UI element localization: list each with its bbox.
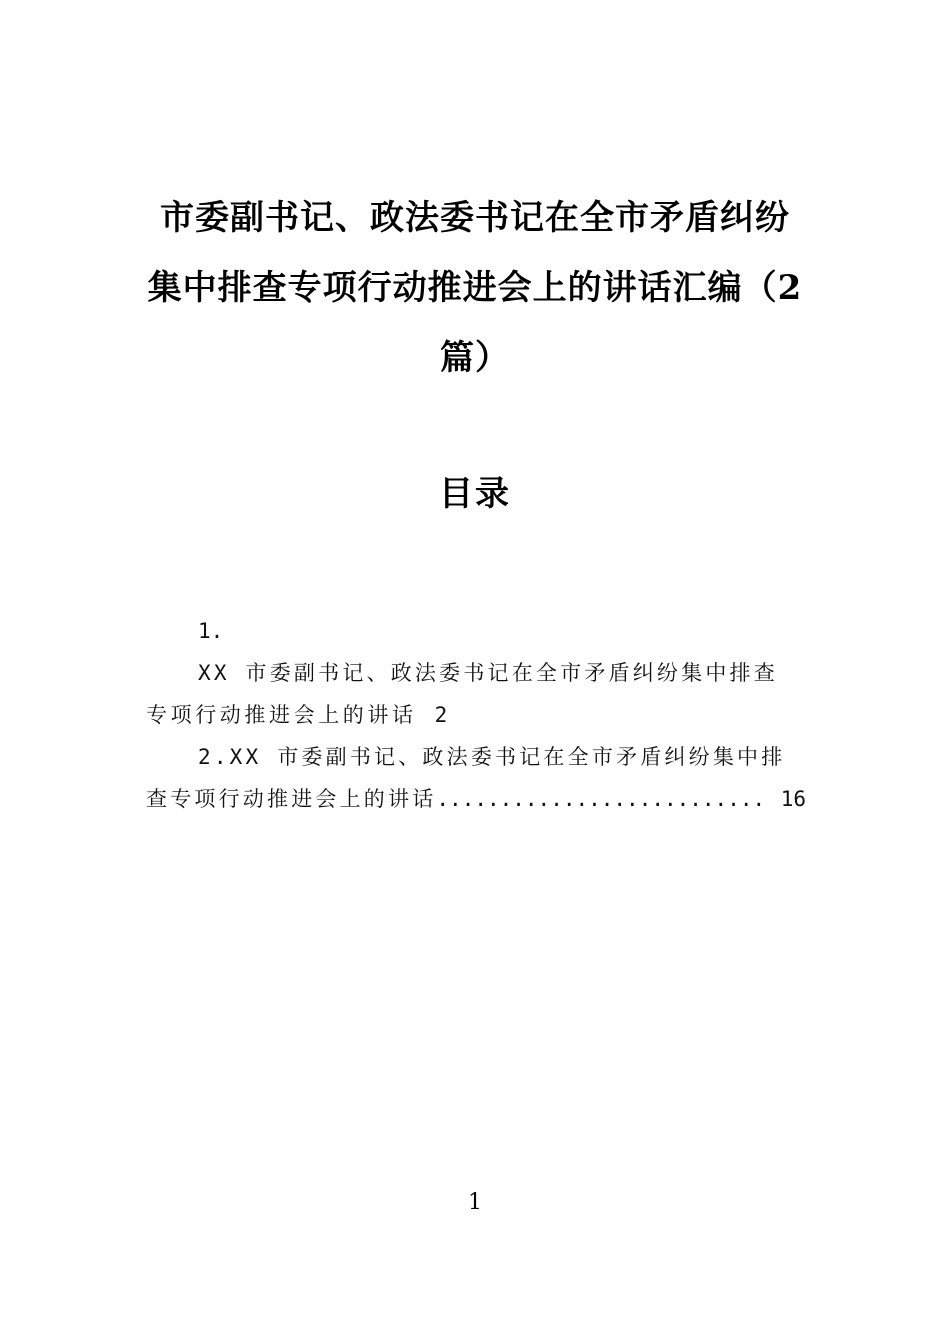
toc-entry-1-line-2: 专项行动推进会上的讲话 <box>146 703 417 727</box>
toc-entry-1-page: 2 <box>434 703 448 727</box>
document-title-line-2: 集中排查专项行动推进会上的讲话汇编（2 <box>147 268 803 308</box>
toc-entry-2-line-1[interactable]: 2.XX 市委副书记、政法委书记在全市矛盾纠纷集中排 <box>198 745 786 769</box>
toc-entry-2-line-2: 查专项行动推进会上的讲话 <box>146 787 437 811</box>
page-number: 1 <box>468 1190 482 1215</box>
toc-entry-1-number[interactable]: 1. <box>198 619 224 643</box>
toc-entry-2-line-2-row[interactable] <box>146 778 806 820</box>
toc-heading: 目录 <box>439 474 511 514</box>
toc-entry-1-line-2-row[interactable] <box>146 694 806 736</box>
toc-entry-1-line-1[interactable]: XX 市委副书记、政法委书记在全市矛盾纠纷集中排查 <box>198 661 778 685</box>
table-of-contents <box>146 610 806 820</box>
toc-entry-2-leader-dots: .......................... <box>436 787 766 811</box>
document-title-line-1: 市委副书记、政法委书记在全市矛盾纠纷 <box>160 198 790 238</box>
document-title-line-3: 篇） <box>440 338 510 378</box>
toc-entry-2-page: 16 <box>780 787 806 811</box>
